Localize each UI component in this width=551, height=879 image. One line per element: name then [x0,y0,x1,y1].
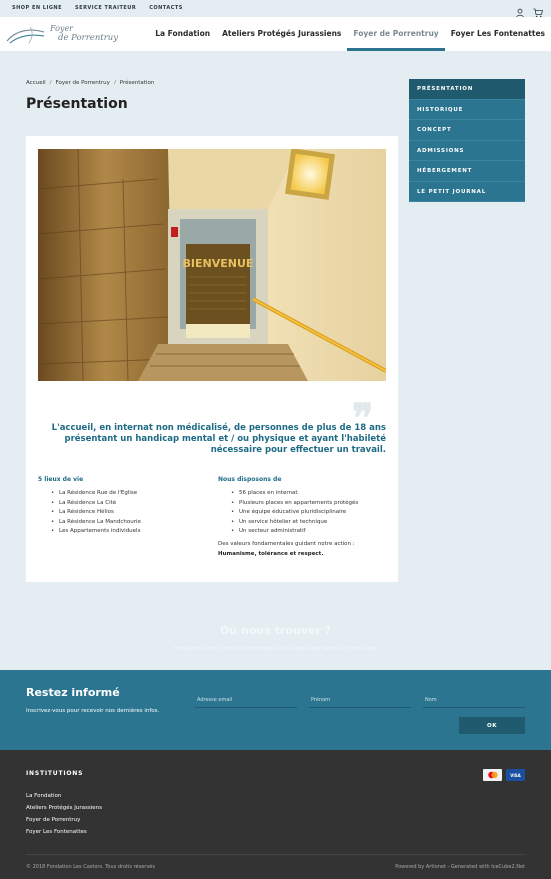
content-card [26,136,398,582]
find-us-title: Où nous trouver ? [220,624,331,637]
sidebar-item-historique[interactable]: HISTORIQUE [409,100,525,121]
footer-links [26,790,102,838]
utility-bar [0,0,551,17]
utility-links [12,5,183,11]
main-nav [149,17,551,51]
breadcrumb-current: Présentation [119,80,155,86]
values-intro: Des valeurs fondamentales guidant notre action : [218,541,355,547]
copyright-text: © 2018 Fondation Les Castors. Tous droits réservés [26,864,155,870]
newsletter-section [0,670,551,750]
footer-institutions-title: INSTITUTIONS [26,770,84,777]
breadcrumb-separator: / [113,80,116,86]
nav-foyer-fontenattes[interactable]: Foyer Les Fontenattes [450,29,545,38]
sidebar-item-concept[interactable]: CONCEPT [409,120,525,141]
newsletter-submit-button[interactable]: OK [459,717,525,734]
breadcrumb-foyer[interactable]: Foyer de Porrentruy [55,80,110,86]
footer-link-fondation[interactable]: La Fondation [26,793,62,799]
stairwell-photo [38,149,386,381]
email-field[interactable] [195,692,297,708]
list-item: • Un secteur administratif [230,527,358,537]
list-item: • Les Appartements individuels [50,527,141,537]
list-item: • Une équipe éducative pluridisciplinaire [230,508,358,518]
sidebar-item-hebergement[interactable]: HÉBERGEMENT [409,161,525,182]
footer-divider [26,854,525,855]
nav-ateliers[interactable]: Ateliers Protégés Jurassiens [222,29,342,38]
footer-link-fontenattes[interactable]: Foyer Les Fontenattes [26,829,87,835]
site-logo[interactable] [6,24,126,46]
contacts-link[interactable]: CONTACTS [149,5,183,11]
powered-by-text: Powered by Artionet - Generated with IceCube2.Net [395,864,525,870]
newsletter-title: Restez informé [26,686,120,699]
catering-link[interactable]: SERVICE TRAITEUR [75,5,137,11]
shop-link[interactable]: SHOP EN LIGNE [12,5,63,11]
welcome-sign-text: BIENVENUE [182,257,254,270]
resources-title: Nous disposons de [218,476,282,483]
name-field[interactable] [423,692,525,708]
main-header [0,17,551,51]
sidebar-nav [409,79,525,202]
logo-line-1: Foyer [50,24,74,33]
sidebar-item-petit-journal[interactable]: LE PETIT JOURNAL [409,182,525,203]
list-item: • Un service hôtelier et technique [230,518,358,528]
site-footer [0,750,551,879]
footer-link-ateliers[interactable]: Ateliers Protégés Jurassiens [26,805,103,811]
nav-la-fondation[interactable]: La Fondation [155,29,211,38]
living-places-list [50,489,141,537]
sidebar-item-admissions[interactable]: ADMISSIONS [409,141,525,162]
page-title: Présentation [26,96,128,112]
user-icon[interactable] [515,3,525,13]
visa-icon: VISA [506,769,525,781]
newsletter-subtitle: Inscrivez-vous pour recevoir nos dernières infos. [26,708,160,714]
values-text [218,540,388,559]
quote-mark-icon: ❞ [352,395,374,442]
breadcrumb [26,80,154,86]
list-item: • La Résidence La Mandchourie [50,518,141,528]
payment-cards [483,769,525,781]
resources-list [230,489,358,537]
utility-icons [515,3,543,13]
logo-line-2: de Porrentruy [58,33,119,43]
list-item: • 56 places en internat [230,489,358,499]
nav-foyer-porrentruy[interactable]: Foyer de Porrentruy [347,17,444,51]
firstname-field[interactable] [309,692,411,708]
breadcrumb-separator: / [49,80,52,86]
mission-quote: L'accueil, en internat non médicalisé, de personnes de plus de 18 ans présentant un handicap mental et / ou physique et ayant l'habileté nécessaire pour effectuer un travail. [51,423,386,455]
living-places-title: 5 lieux de vie [38,476,84,483]
find-us-subtitle: Trouvez tous nos contacts et informations utiles pour vous rendre sur notre carte [174,646,377,652]
sidebar-item-presentation[interactable]: PRÉSENTATION [409,79,525,100]
breadcrumb-home[interactable]: Accueil [26,80,46,86]
list-item: • La Résidence La Cité [50,499,141,509]
list-item: • La Résidence Rue de l'Eglise [50,489,141,499]
list-item: • Plusieurs places en appartements protégés [230,499,358,509]
footer-link-foyer-porrentruy[interactable]: Foyer de Porrentruy [26,817,81,823]
mastercard-icon [483,769,502,781]
list-item: • La Résidence Hélios [50,508,141,518]
values-bold: Humanisme, tolérance et respect. [218,550,324,557]
cart-icon[interactable] [533,3,543,13]
